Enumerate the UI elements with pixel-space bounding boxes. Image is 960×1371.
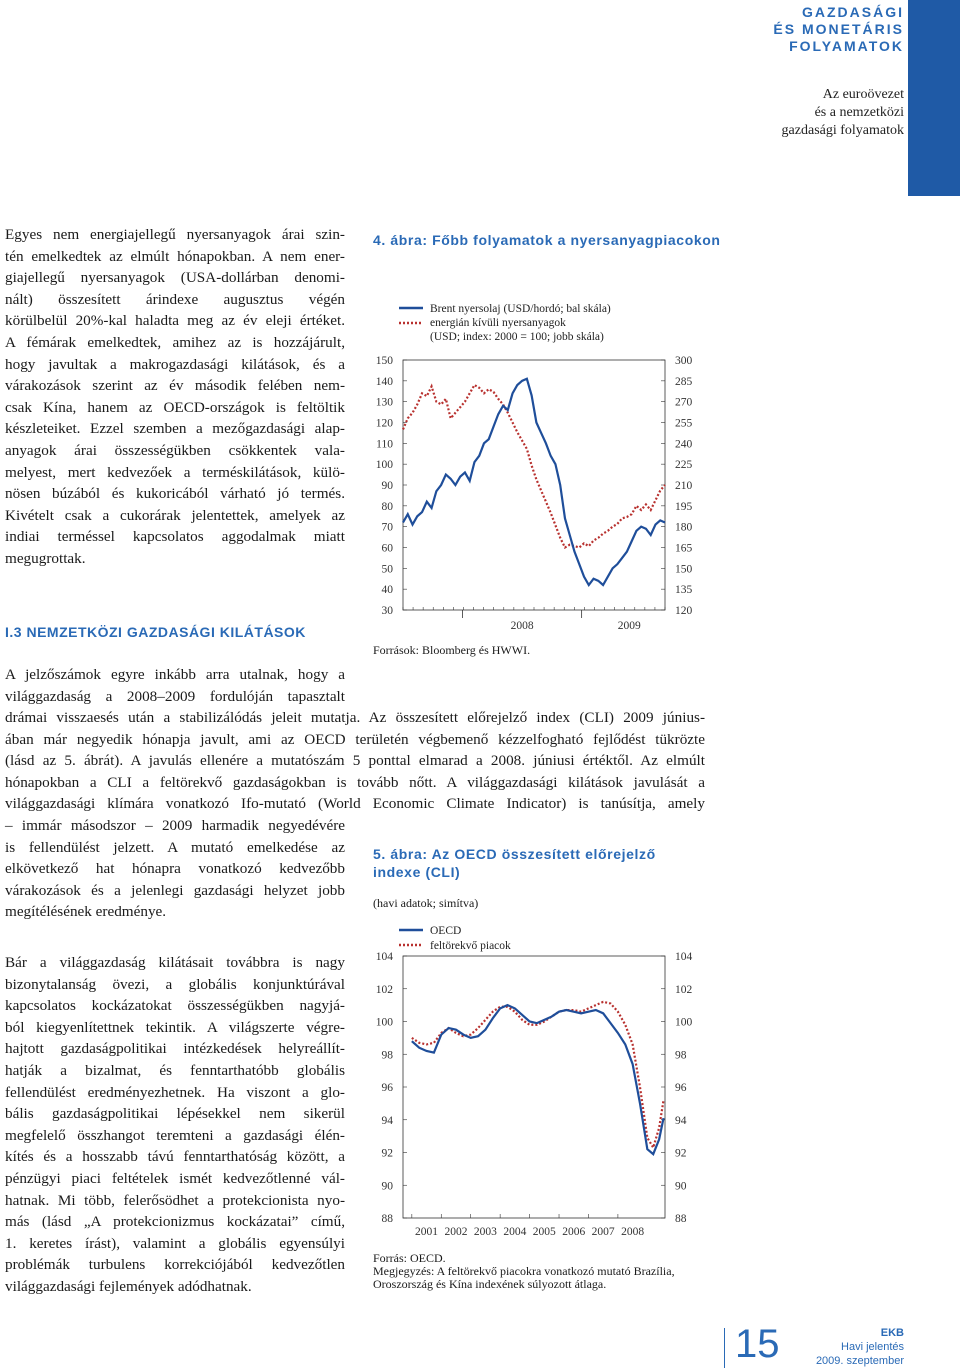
text-line: ból kiegyenlítettnek tekintik. A világszerte végre- bbox=[5, 1018, 345, 1036]
chart4-right-tick-label: 285 bbox=[675, 375, 693, 388]
chart5-left-tick-label: 92 bbox=[381, 1147, 393, 1160]
page-number: 15 bbox=[735, 1322, 780, 1366]
chart4-left-tick-label: 100 bbox=[375, 459, 393, 472]
text-line: nált) összesített árindexe augusztus végén bbox=[5, 290, 345, 308]
chart5-right-tick-label: 100 bbox=[675, 1016, 693, 1029]
chart4-left-tick-label: 50 bbox=[381, 563, 393, 576]
text-line: Kivételt csak a cukorárak jelentettek, amelyek az bbox=[5, 506, 345, 524]
chart4-left-tick-label: 30 bbox=[381, 605, 393, 617]
chart5-subtitle: (havi adatok; simítva) bbox=[373, 896, 479, 910]
chart5-x-tick-label: 2008 bbox=[621, 1226, 645, 1238]
section-subtitle-line-1: Az euroövezet bbox=[822, 87, 904, 102]
chart5-svg bbox=[365, 918, 710, 1248]
chart5-right-tick-label: 94 bbox=[675, 1114, 687, 1127]
chart4-left-tick-label: 150 bbox=[375, 355, 393, 367]
chart4-left-tick-label: 130 bbox=[375, 396, 393, 409]
chart5-note-line-1: Megjegyzés: A feltörekvő piacokra vonatkozó mutató Brazília, bbox=[373, 1264, 675, 1278]
chart4-left-tick-label: 120 bbox=[375, 417, 393, 430]
section-title-line-1: GAZDASÁGI bbox=[802, 4, 904, 20]
chart5-right-tick-label: 88 bbox=[675, 1213, 687, 1225]
text-line: Bár a világgazdaság kilátásait továbbra is nagy bbox=[5, 954, 345, 971]
chart5-right-tick-label: 90 bbox=[675, 1180, 687, 1193]
text-line: nösen búzából és kukoricából várható jó termés. bbox=[5, 485, 345, 503]
footer-date: 2009. szeptember bbox=[815, 1355, 904, 1367]
chart5-legend-label: feltörekvő piacok bbox=[430, 940, 511, 952]
text-line: hajtott gazdaságpolitikai intézkedések helyreállít- bbox=[5, 1040, 345, 1058]
chart5-series-oecd bbox=[412, 1005, 664, 1154]
chart5-x-tick-label: 2002 bbox=[444, 1226, 468, 1238]
chart4-left-tick-label: 60 bbox=[381, 542, 393, 555]
chart5-x-tick-label: 2003 bbox=[473, 1226, 497, 1238]
text-line: drámai visszaesés után a stabilizálódás jeleit mutatja. Az összesített előrejelző index (CLI) 2009 június- bbox=[5, 709, 705, 726]
chart4-right-tick-label: 300 bbox=[675, 355, 693, 367]
section-title-line-2: ÉS MONETÁRIS bbox=[773, 21, 904, 37]
chart4-legend-label: (USD; index: 2000 = 100; jobb skála) bbox=[430, 331, 604, 343]
chart5-source: Forrás: OECD. bbox=[373, 1251, 446, 1265]
text-line: ában már negyedik hónapja javult, ami az OECD területén végbemenő kézzelfogható fejlődést tükrözte bbox=[5, 730, 705, 748]
chart5-left-tick-label: 90 bbox=[381, 1180, 393, 1193]
paragraph-outlook-start bbox=[5, 664, 345, 707]
text-line: várakozások és a jelenlegi gazdasági helyzet jobb bbox=[5, 881, 345, 899]
text-line: más (lásd „A protekcionizmus kockázatai” című, bbox=[5, 1213, 345, 1231]
chart5-left-tick-label: 94 bbox=[381, 1114, 393, 1127]
text-line: kapcsolatos kockázatokat összességükben nagyjá- bbox=[5, 997, 345, 1015]
text-line: fellendülést eredményezhetnek. Ha viszont a glo- bbox=[5, 1083, 345, 1101]
text-line: is fellendülést jelzett. A mutató emelkedése az bbox=[5, 838, 345, 856]
chart5-x-tick-label: 2001 bbox=[415, 1226, 439, 1238]
text-line: hogy javultak a makrogazdasági kilátások, és a bbox=[5, 355, 345, 373]
text-line: (lásd az 5. ábrát). A javulás ellenére a mutatószám 5 ponttal elmarad a 2008. júniusi értéktől. Az elmúlt bbox=[5, 752, 705, 770]
text-line: pénzügyi piaci feltételek ismét kedvezőtlenné vál- bbox=[5, 1169, 345, 1187]
text-line: hatják a bizalmat, és fenntarthatóbb globális bbox=[5, 1061, 345, 1079]
section-subtitle-line-2: és a nemzetközi bbox=[814, 105, 904, 120]
paragraph-risks bbox=[5, 952, 345, 1298]
text-line: megítélésének eredménye. bbox=[5, 903, 167, 921]
paragraph-outlook-end bbox=[5, 815, 345, 923]
text-line: bizonytalanság övezi, a globális konjunktúrával bbox=[5, 975, 345, 993]
chart4-right-tick-label: 210 bbox=[675, 480, 693, 492]
header-color-bar bbox=[908, 0, 960, 196]
text-line: megugrottak. bbox=[5, 549, 86, 567]
chart4-source: Források: Bloomberg és HWWI. bbox=[373, 643, 531, 657]
text-line: anyagok árai összességükben csökkentek vala- bbox=[5, 441, 345, 459]
chart5-left-tick-label: 104 bbox=[375, 951, 393, 963]
section-heading: I.3 NEMZETKÖZI GAZDASÁGI KILÁTÁSOK bbox=[5, 624, 306, 640]
chart4-left-tick-label: 140 bbox=[375, 375, 393, 388]
chart4-right-tick-label: 120 bbox=[675, 605, 693, 617]
chart5-title: 5. ábra: Az OECD összesített előrejelző indexe (CLI) bbox=[373, 846, 656, 880]
text-line: A fémárak emelkedtek, amihez az is hozzájárult, bbox=[5, 333, 345, 351]
text-line: Egyes nem energiajellegű nyersanyagok árai szin- bbox=[5, 226, 345, 243]
chart4-right-tick-label: 195 bbox=[675, 500, 693, 513]
chart5-right-tick-label: 98 bbox=[675, 1049, 687, 1062]
chart5-right-tick-label: 96 bbox=[675, 1082, 687, 1094]
text-line: várakozások szerint az év második felében nem- bbox=[5, 377, 345, 395]
chart4-right-tick-label: 135 bbox=[675, 584, 693, 597]
section-title-line-3: FOLYAMATOK bbox=[789, 38, 904, 54]
section-subtitle-line-3: gazdasági folyamatok bbox=[781, 123, 904, 138]
chart4-right-tick-label: 180 bbox=[675, 521, 693, 534]
chart4-series-brent bbox=[403, 379, 665, 585]
chart4-left-tick-label: 70 bbox=[381, 521, 393, 534]
chart4-left-tick-label: 90 bbox=[381, 480, 393, 492]
footer-publication: Havi jelentés bbox=[841, 1341, 904, 1353]
text-line: világgazdaság a 2008–2009 fordulóján tapasztalt bbox=[5, 687, 345, 705]
chart5-left-tick-label: 102 bbox=[375, 983, 393, 996]
chart4-legend-label: energián kívüli nyersanyagok bbox=[430, 317, 566, 329]
paragraph-commodities bbox=[5, 224, 345, 570]
chart5-left-tick-label: 88 bbox=[381, 1213, 393, 1225]
chart5-right-tick-label: 92 bbox=[675, 1147, 687, 1160]
paragraph-outlook-wide bbox=[5, 707, 705, 815]
chart4-left-tick-label: 40 bbox=[381, 584, 393, 597]
chart5-note-line-2: Oroszország és Kína indexének súlyozott átlaga. bbox=[373, 1277, 607, 1291]
chart4-right-tick-label: 255 bbox=[675, 417, 693, 430]
chart4-left-tick-label: 80 bbox=[381, 500, 393, 513]
chart5-left-tick-label: 98 bbox=[381, 1049, 393, 1062]
text-line: hatnak. Mi több, felerősödhet a protekcionista nyo- bbox=[5, 1191, 345, 1209]
section-subtitle bbox=[782, 86, 904, 140]
footer-divider bbox=[724, 1328, 725, 1368]
chart4-title: 4. ábra: Főbb folyamatok a nyersanyagpiacokon bbox=[373, 232, 721, 248]
chart4-right-tick-label: 225 bbox=[675, 459, 693, 472]
section-title bbox=[773, 4, 904, 55]
chart4-svg bbox=[365, 290, 710, 660]
text-line: hónapokban a CLI a feltörekvő gazdaságokban is tovább nőtt. A világgazdasági kilátások javulását a bbox=[5, 773, 705, 791]
chart4-left-tick-label: 110 bbox=[376, 438, 393, 451]
chart4-right-tick-label: 150 bbox=[675, 563, 693, 576]
text-line: A jelzőszámok egyre inkább arra utalnak, hogy a bbox=[5, 666, 345, 683]
text-line: giajellegű nyersanyagok (USA-dollárban denomi- bbox=[5, 269, 345, 287]
chart5-legend-label: OECD bbox=[430, 925, 462, 937]
text-line: indiai terméssel kapcsolatos aggodalmak miatt bbox=[5, 528, 345, 546]
text-line: megfelelő összhangot teremteni a gazdasági élén- bbox=[5, 1126, 345, 1144]
chart4-right-tick-label: 240 bbox=[675, 438, 693, 451]
text-line: bális gazdaságpolitikai lépésekkel nem sikerül bbox=[5, 1105, 345, 1123]
chart5-right-tick-label: 102 bbox=[675, 983, 693, 996]
chart5-x-tick-label: 2005 bbox=[532, 1226, 556, 1238]
text-line: melyest, mert kedvezőek a terméskilátások, külö- bbox=[5, 463, 345, 481]
chart4-x-tick-label: 2008 bbox=[510, 620, 534, 632]
chart5-left-tick-label: 96 bbox=[381, 1082, 393, 1094]
chart4-legend-label: Brent nyersolaj (USD/hordó; bal skála) bbox=[430, 303, 611, 315]
chart5-right-tick-label: 104 bbox=[675, 951, 693, 963]
text-line: készleteiket. Ezzel szemben a mezőgazdasági alap- bbox=[5, 420, 345, 438]
text-line: csak Kína, hanem az OECD-országok is feltöltik bbox=[5, 398, 345, 416]
chart4-right-tick-label: 270 bbox=[675, 396, 693, 409]
text-line: elkövetkező hat hónapra vonatkozó kedvezőbb bbox=[5, 860, 345, 878]
text-line: tén emelkedtek az elmúlt hónapokban. A nem ener- bbox=[5, 247, 345, 265]
text-line: problémák turbulens korrekciójából kedvezőtlen bbox=[5, 1256, 345, 1274]
text-line: – immár másodszor – 2009 harmadik negyedévére bbox=[5, 817, 345, 834]
text-line: világgazdasági fejlemények adódhatnak. bbox=[5, 1277, 252, 1295]
chart5-left-tick-label: 100 bbox=[375, 1016, 393, 1029]
text-line: kítés és a hosszabb távú fenntarthatóság között, a bbox=[5, 1148, 345, 1166]
text-line: 1. keretes írást), valamint a globális egyensúlyi bbox=[5, 1234, 345, 1252]
chart5-x-tick-label: 2006 bbox=[562, 1226, 586, 1238]
chart4-right-tick-label: 165 bbox=[675, 542, 693, 555]
chart5-x-tick-label: 2004 bbox=[503, 1226, 527, 1238]
footer-ekb: EKB bbox=[880, 1327, 904, 1339]
footer-publisher bbox=[816, 1326, 904, 1368]
chart5-frame bbox=[403, 956, 665, 1218]
text-line: világgazdasági klímára vonatkozó Ifo-mutató (World Economic Climate Indicator) is tanúsítja, amely bbox=[5, 795, 705, 813]
chart4-x-tick-label: 2009 bbox=[617, 620, 641, 632]
text-line: körülbelül 20%-kal haladta meg az év eleji értéket. bbox=[5, 312, 345, 330]
chart5-note bbox=[373, 1265, 675, 1291]
chart5-x-tick-label: 2007 bbox=[591, 1226, 615, 1238]
